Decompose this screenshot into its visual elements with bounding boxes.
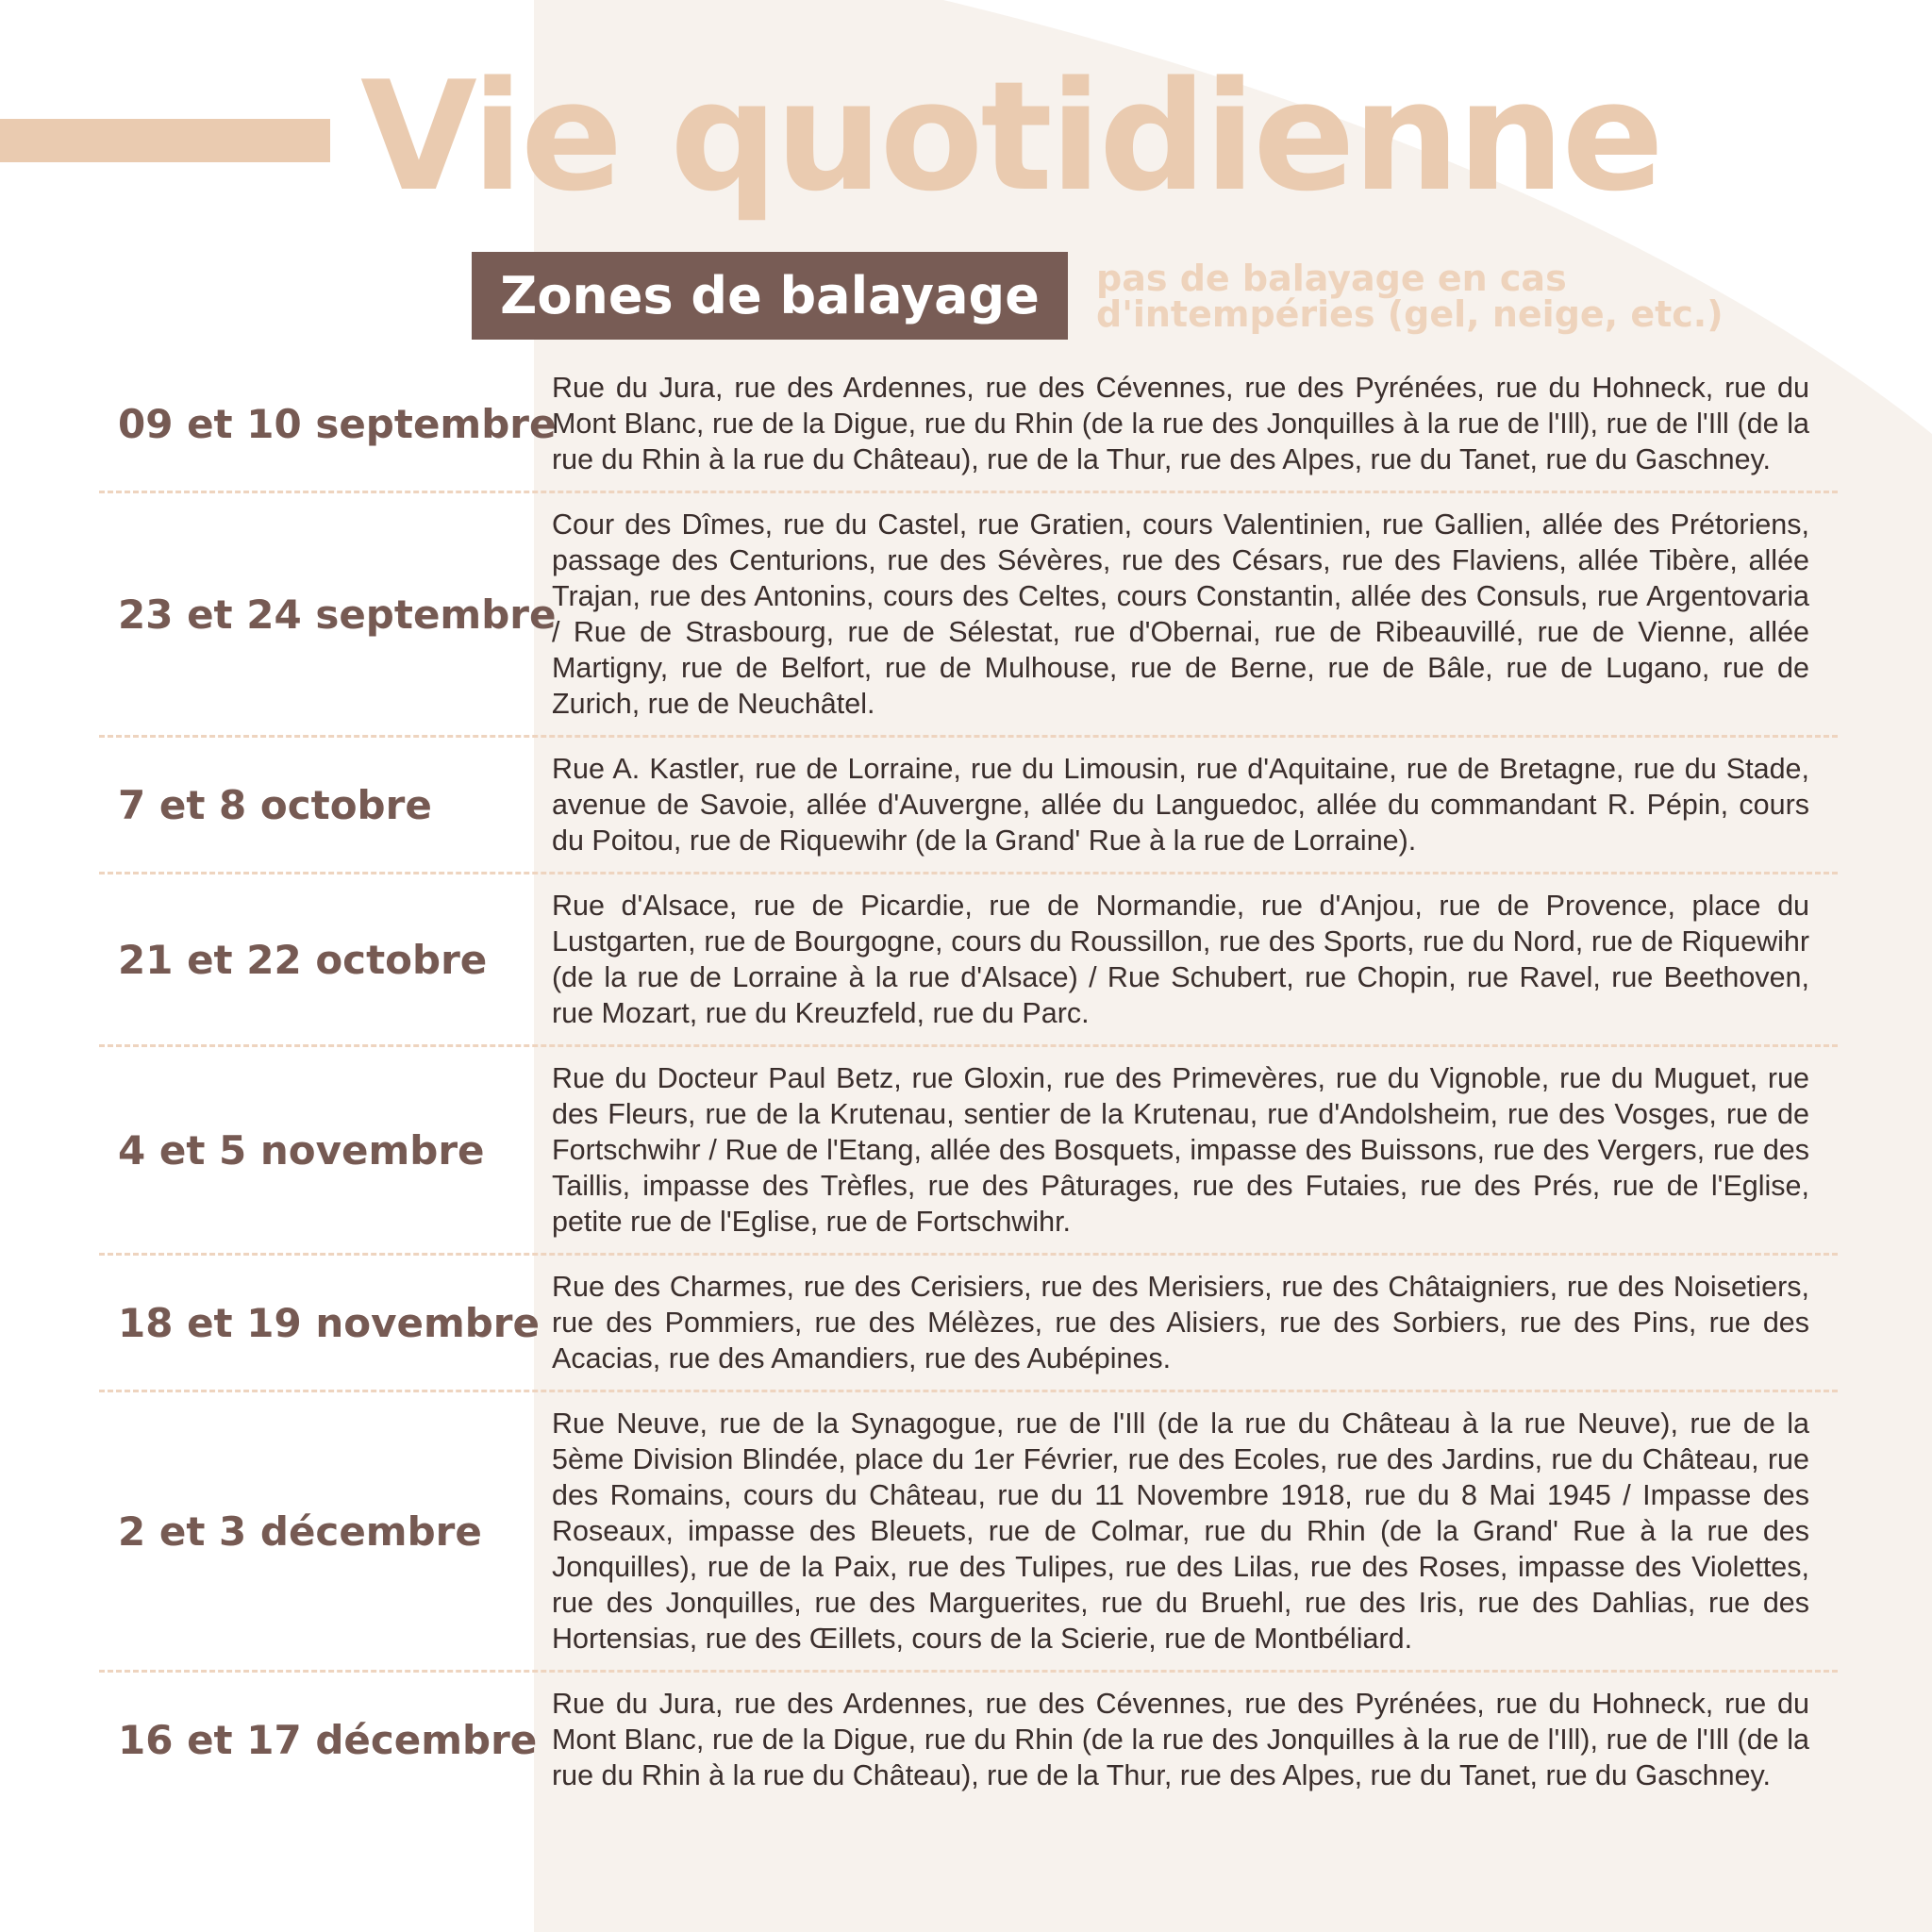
sweeping-schedule — [0, 357, 1932, 1807]
schedule-date: 09 et 10 septembre — [118, 400, 557, 447]
schedule-row — [99, 1673, 1838, 1807]
weather-note-line-2: d'intempéries (gel, neige, etc.) — [1096, 293, 1724, 335]
schedule-date: 21 et 22 octobre — [118, 936, 488, 983]
schedule-date: 18 et 19 novembre — [118, 1299, 540, 1346]
schedule-streets: Rue du Jura, rue des Ardennes, rue des Cévennes, rue des Pyrénées, rue du Hohneck, rue du Mont Blanc, rue de la Digue, rue du Rhin (de la rue des Jonquilles à la rue de l'Ill), rue de l'Ill (de la rue du Rhin à la rue du Château), rue de la Thur, rue des Alpes, rue du Tanet, rue du Gaschney. — [552, 372, 1809, 475]
page-title: Vie quotidienne — [360, 48, 1661, 225]
section-badge: Zones de balayage — [472, 252, 1068, 340]
weather-note-line-1: pas de balayage en cas — [1096, 258, 1567, 299]
schedule-date: 7 et 8 octobre — [118, 781, 432, 828]
schedule-date: 16 et 17 décembre — [118, 1716, 538, 1763]
schedule-row — [99, 738, 1838, 874]
schedule-date: 2 et 3 décembre — [118, 1507, 482, 1555]
schedule-row — [99, 1392, 1838, 1673]
schedule-row — [99, 493, 1838, 738]
schedule-streets: Rue des Charmes, rue des Cerisiers, rue des Merisiers, rue des Châtaigniers, rue des Noisetiers, rue des Pommiers, rue des Mélèzes, rue des Alisiers, rue des Sorbiers, rue des Pins, rue des Acacias, rue des Amandiers, rue des Aubépines. — [552, 1271, 1809, 1374]
schedule-streets: Rue d'Alsace, rue de Picardie, rue de Normandie, rue d'Anjou, rue de Provence, place du Lustgarten, rue de Bourgogne, cours du Roussillon, rue des Sports, rue du Nord, rue de Riquewihr (de la rue de Lorraine à la rue d'Alsace) / Rue Schubert, rue Chopin, rue Ravel, rue Beethoven, rue Mozart, rue du Kreuzfeld, rue du Parc. — [552, 890, 1809, 1029]
schedule-streets: Rue du Jura, rue des Ardennes, rue des Cévennes, rue des Pyrénées, rue du Hohneck, rue du Mont Blanc, rue de la Digue, rue du Rhin (de la rue des Jonquilles à la rue de l'Ill), rue de l'Ill (de la rue du Rhin à la rue du Château), rue de la Thur, rue des Alpes, rue du Tanet, rue du Gaschney. — [552, 1688, 1809, 1791]
schedule-streets: Rue A. Kastler, rue de Lorraine, rue du Limousin, rue d'Aquitaine, rue de Bretagne, rue du Stade, avenue de Savoie, allée d'Auvergne, allée du Languedoc, allée du commandant R. Pépin, cours du Poitou, rue de Riquewihr (de la Grand' Rue à la rue de Lorraine). — [552, 753, 1809, 857]
schedule-row — [99, 874, 1838, 1047]
weather-note — [1096, 258, 1724, 335]
schedule-streets: Rue Neuve, rue de la Synagogue, rue de l'Ill (de la rue du Château à la rue Neuve), rue de la 5ème Division Blindée, place du 1er Février, rue des Ecoles, rue des Jardins, rue du Château, rue des Romains, cours du Château, rue du 11 Novembre 1918, rue du 8 Mai 1945 / Impasse des Roseaux, impasse des Bleuets, rue de Colmar, rue du Rhin (de la Grand' Rue à la rue des Jonquilles), rue de la Paix, rue des Tulipes, rue des Lilas, rue des Roses, impasse des Violettes, rue des Jonquilles, rue des Marguerites, rue du Bruehl, rue des Iris, rue des Dahlias, rue des Hortensias, rue des Œillets, cours de la Scierie, rue de Montbéliard. — [552, 1407, 1809, 1655]
schedule-row — [99, 1047, 1838, 1256]
schedule-row — [99, 357, 1838, 493]
schedule-date: 4 et 5 novembre — [118, 1126, 485, 1174]
title-accent-bar — [0, 119, 330, 162]
schedule-row — [99, 1256, 1838, 1392]
schedule-streets: Rue du Docteur Paul Betz, rue Gloxin, rue des Primevères, rue du Vignoble, rue du Muguet, rue des Fleurs, rue de la Krutenau, sentier de la Krutenau, rue d'Andolsheim, rue des Vosges, rue de Fortschwihr / Rue de l'Etang, allée des Bosquets, impasse des Buissons, rue des Vergers, rue des Taillis, impasse des Trèfles, rue des Pâturages, rue des Futaies, rue des Prés, rue de l'Eglise, petite rue de l'Eglise, rue de Fortschwihr. — [552, 1062, 1809, 1238]
schedule-streets: Cour des Dîmes, rue du Castel, rue Gratien, cours Valentinien, rue Gallien, allée des Prétoriens, passage des Centurions, rue des Sévères, rue des Césars, rue des Flaviens, allée Tibère, allée Trajan, rue des Antonins, cours des Celtes, cours Constantin, allée des Consuls, rue Argentovaria / Rue de Strasbourg, rue de Sélestat, rue d'Obernai, rue de Ribeauvillé, rue de Vienne, allée Martigny, rue de Belfort, rue de Mulhouse, rue de Berne, rue de Bâle, rue de Lugano, rue de Zurich, rue de Neuchâtel. — [552, 508, 1809, 720]
schedule-date: 23 et 24 septembre — [118, 591, 557, 638]
